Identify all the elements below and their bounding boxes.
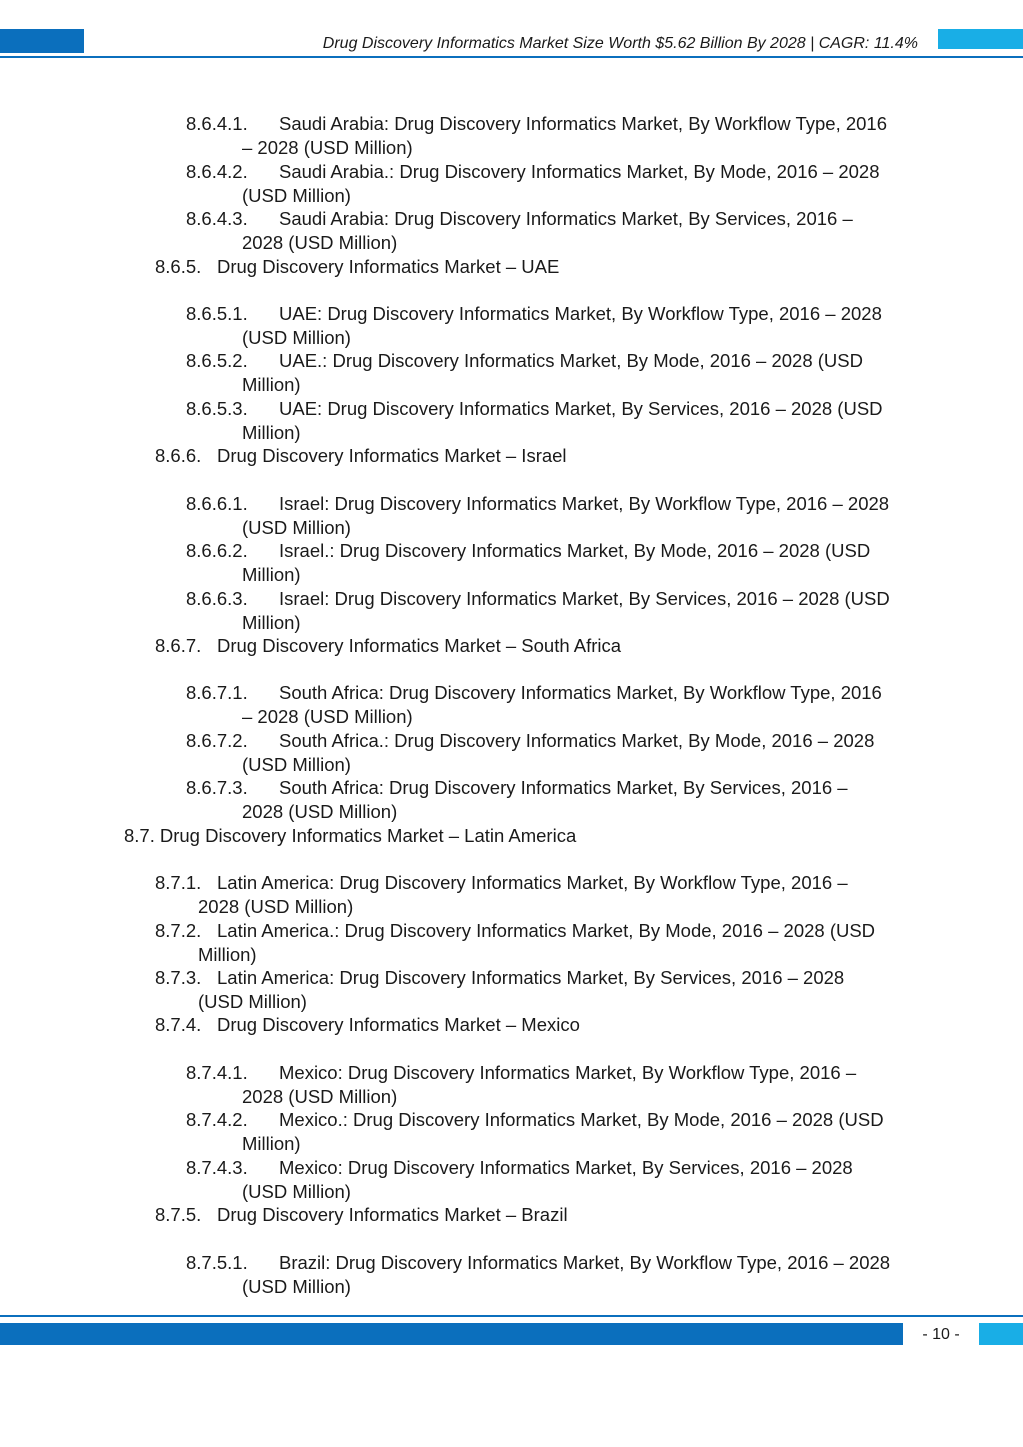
toc-entry-title: Drug Discovery Informatics Market – Brazil (217, 1204, 568, 1225)
toc-entry-title: South Africa: Drug Discovery Informatics Market, By Services, 2016 – (279, 777, 848, 798)
toc-entry-number: 8.6.5. (155, 256, 202, 277)
footer-accent-right (979, 1323, 1023, 1345)
toc-entry-title: Saudi Arabia: Drug Discovery Informatics Market, By Services, 2016 – (279, 208, 853, 229)
toc-entry-title-continued: Million) (242, 1132, 301, 1154)
toc-entry-8-7-3 (155, 966, 844, 1013)
toc-entry-title-continued: Million) (242, 563, 301, 585)
toc-entry-number: 8.7.5. (155, 1204, 202, 1225)
header-rule (0, 56, 1023, 58)
toc-entry-title: UAE: Drug Discovery Informatics Market, By Workflow Type, 2016 – 2028 (279, 303, 882, 324)
toc-entry-title-continued: 2028 (USD Million) (242, 1085, 398, 1107)
toc-entry-title: Latin America: Drug Discovery Informatics Market, By Workflow Type, 2016 – (217, 872, 848, 893)
toc-entry-title-continued: 2028 (USD Million) (242, 800, 398, 822)
toc-entry-title: Mexico: Drug Discovery Informatics Market, By Services, 2016 – 2028 (279, 1157, 853, 1178)
toc-entry-number: 8.6.4.2. (186, 161, 248, 182)
toc-entry-title-continued: Million) (242, 421, 301, 443)
toc-entry-8-6-6 (155, 444, 567, 468)
toc-entry-title: Mexico: Drug Discovery Informatics Market, By Workflow Type, 2016 – (279, 1062, 857, 1083)
toc-entry-number: 8.7.2. (155, 920, 202, 941)
toc-entry-number: 8.7.3. (155, 967, 202, 988)
toc-entry-8-6-5-2 (186, 349, 863, 396)
toc-entry-title-continued: (USD Million) (242, 516, 351, 538)
toc-entry-number: 8.7.5.1. (186, 1252, 248, 1273)
toc-entry-8-6-5-1 (186, 302, 882, 349)
toc-entry-title: Drug Discovery Informatics Market – South Africa (217, 635, 622, 656)
toc-entry-title-continued: Million) (198, 943, 257, 965)
toc-entry-8-6-4-3 (186, 207, 853, 254)
toc-entry-8-7 (124, 824, 576, 848)
toc-entry-8-7-4-3 (186, 1156, 853, 1203)
toc-entry-number: 8.6.6. (155, 445, 202, 466)
toc-entry-number: 8.6.7.2. (186, 730, 248, 751)
toc-entry-number: 8.7. (124, 825, 155, 846)
toc-entry-title-continued: (USD Million) (242, 326, 351, 348)
toc-entry-title: Israel: Drug Discovery Informatics Market, By Services, 2016 – 2028 (USD (279, 588, 890, 609)
toc-entry-title-continued: (USD Million) (242, 1180, 351, 1202)
toc-entry-title: Israel: Drug Discovery Informatics Market, By Workflow Type, 2016 – 2028 (279, 493, 890, 514)
toc-entry-title: UAE.: Drug Discovery Informatics Market, By Mode, 2016 – 2028 (USD (279, 350, 863, 371)
footer-accent-bar (0, 1323, 903, 1345)
toc-entry-title: Drug Discovery Informatics Market – Mexico (217, 1014, 580, 1035)
toc-entry-title: Latin America.: Drug Discovery Informatics Market, By Mode, 2016 – 2028 (USD (217, 920, 876, 941)
toc-entry-8-7-4 (155, 1013, 580, 1037)
toc-entry-8-6-5 (155, 255, 559, 279)
toc-entry-number: 8.6.6.2. (186, 540, 248, 561)
toc-entry-title-continued: (USD Million) (242, 184, 351, 206)
toc-entry-number: 8.6.7. (155, 635, 202, 656)
toc-entry-8-6-6-1 (186, 492, 889, 539)
toc-entry-8-6-7 (155, 634, 621, 658)
toc-entry-8-6-7-2 (186, 729, 874, 776)
toc-entry-title: Drug Discovery Informatics Market – UAE (217, 256, 560, 277)
toc-entry-number: 8.7.4. (155, 1014, 202, 1035)
toc-entry-title: Latin America: Drug Discovery Informatics Market, By Services, 2016 – 2028 (217, 967, 845, 988)
toc-entry-title: Drug Discovery Informatics Market – Latin America (159, 825, 577, 846)
toc-entry-number: 8.6.6.1. (186, 493, 248, 514)
toc-entry-number: 8.6.5.3. (186, 398, 248, 419)
toc-entry-title-continued: (USD Million) (198, 990, 307, 1012)
toc-entry-8-6-6-3 (186, 587, 890, 634)
toc-entry-8-6-5-3 (186, 397, 883, 444)
toc-entry-8-7-4-1 (186, 1061, 856, 1108)
toc-entry-number: 8.7.1. (155, 872, 202, 893)
toc-entry-8-7-4-2 (186, 1108, 884, 1155)
toc-entry-title: Israel.: Drug Discovery Informatics Market, By Mode, 2016 – 2028 (USD (279, 540, 871, 561)
toc-entry-number: 8.6.7.1. (186, 682, 248, 703)
toc-entry-number: 8.6.5.1. (186, 303, 248, 324)
document-header-title: Drug Discovery Informatics Market Size Worth $5.62 Billion By 2028 | CAGR: 11.4% (322, 35, 918, 52)
toc-entry-number: 8.7.4.2. (186, 1109, 248, 1130)
toc-entry-title-continued: 2028 (USD Million) (198, 895, 354, 917)
toc-entry-number: 8.6.4.1. (186, 113, 248, 134)
toc-entry-title: South Africa: Drug Discovery Informatics Market, By Workflow Type, 2016 (279, 682, 882, 703)
toc-entry-number: 8.6.4.3. (186, 208, 248, 229)
toc-entry-title-continued: (USD Million) (242, 1275, 351, 1297)
page-number: - 10 - (922, 1326, 960, 1343)
toc-entry-title: South Africa.: Drug Discovery Informatics Market, By Mode, 2016 – 2028 (279, 730, 875, 751)
toc-entry-title: UAE: Drug Discovery Informatics Market, By Services, 2016 – 2028 (USD (279, 398, 883, 419)
toc-entry-title: Brazil: Drug Discovery Informatics Market, By Workflow Type, 2016 – 2028 (279, 1252, 891, 1273)
toc-entry-title: Drug Discovery Informatics Market – Israel (217, 445, 567, 466)
toc-entry-title-continued: 2028 (USD Million) (242, 231, 398, 253)
toc-entry-8-6-4-2 (186, 160, 880, 207)
toc-entry-title: Mexico.: Drug Discovery Informatics Market, By Mode, 2016 – 2028 (USD (279, 1109, 884, 1130)
toc-entry-number: 8.7.4.3. (186, 1157, 248, 1178)
toc-entry-title-continued: Million) (242, 611, 301, 633)
header-accent-right (938, 29, 1023, 49)
toc-entry-title: Saudi Arabia: Drug Discovery Informatics Market, By Workflow Type, 2016 (279, 113, 888, 134)
footer-rule (0, 1315, 1023, 1317)
toc-entry-8-6-4-1 (186, 112, 887, 159)
toc-entry-title: Saudi Arabia.: Drug Discovery Informatics Market, By Mode, 2016 – 2028 (279, 161, 880, 182)
toc-entry-title-continued: Million) (242, 373, 301, 395)
toc-entry-title-continued: – 2028 (USD Million) (242, 705, 413, 727)
toc-entry-8-7-5 (155, 1203, 568, 1227)
toc-entry-number: 8.6.6.3. (186, 588, 248, 609)
toc-entry-number: 8.6.7.3. (186, 777, 248, 798)
toc-entry-title-continued: (USD Million) (242, 753, 351, 775)
toc-entry-number: 8.7.4.1. (186, 1062, 248, 1083)
toc-entry-8-6-7-1 (186, 681, 882, 728)
toc-entry-number: 8.6.5.2. (186, 350, 248, 371)
toc-entry-8-6-6-2 (186, 539, 870, 586)
toc-entry-title-continued: – 2028 (USD Million) (242, 136, 413, 158)
toc-entry-8-7-5-1 (186, 1251, 890, 1298)
toc-entry-8-7-1 (155, 871, 848, 918)
toc-entry-8-7-2 (155, 919, 875, 966)
toc-entry-8-6-7-3 (186, 776, 848, 823)
